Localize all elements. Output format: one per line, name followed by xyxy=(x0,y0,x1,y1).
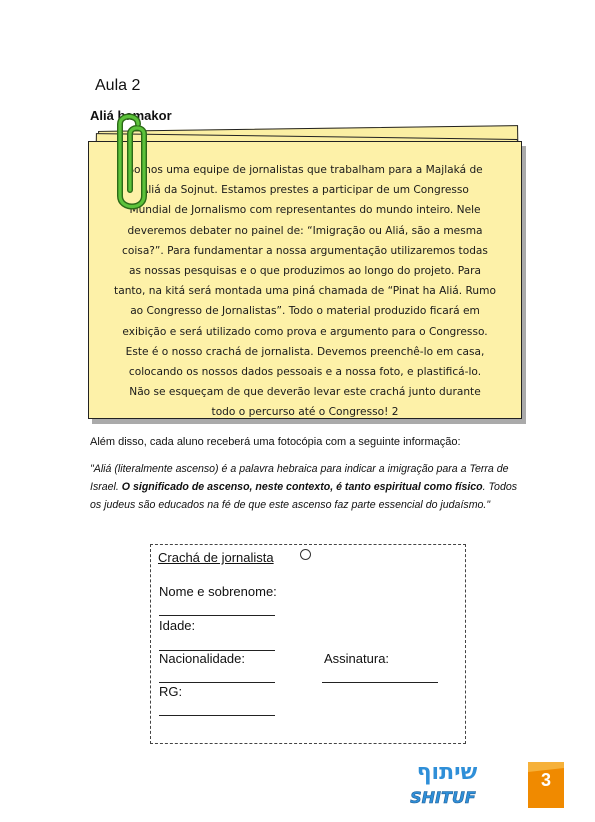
extra-info-text: Além disso, cada aluno receberá uma fotocópia com a seguinte informação: xyxy=(90,436,461,448)
nationality-label: Nacionalidade: xyxy=(159,651,246,666)
signature-line[interactable] xyxy=(322,682,438,683)
note-line: deveremos debater no painel de: “Imigração ou Aliá, são a mesma xyxy=(127,224,483,237)
logo-hebrew: שיתוף xyxy=(416,760,478,785)
note-line: Aliá da Sojnut. Estamos prestes a participar de um Congresso xyxy=(141,184,469,197)
note-line: coisa?”. Para fundamentar a nossa argumentação utilizaremos todas xyxy=(122,244,488,257)
note-line: exibição e será utilizado como prova e argumento para o Congresso. xyxy=(122,325,488,338)
quote-emphasis: O significado de ascenso, neste contexto, é tanto espiritual como físico xyxy=(121,481,483,493)
journalist-badge xyxy=(150,544,466,744)
badge-hole-icon xyxy=(300,549,311,560)
id-line[interactable] xyxy=(159,715,275,716)
badge-title: Crachá de jornalista xyxy=(158,550,274,565)
aliya-definition-quote xyxy=(90,460,530,514)
note-line: colocando os nossos dados pessoais e a nossa foto, e plastificá-lo. xyxy=(128,366,482,379)
name-line[interactable] xyxy=(159,615,275,616)
name-label: Nome e sobrenome: xyxy=(159,584,277,599)
signature-label: Assinatura: xyxy=(324,651,390,666)
note-line: Mundial de Jornalismo com representantes do mundo inteiro. Nele xyxy=(129,204,481,217)
note-line: ao Congresso de Jornalistas”. Todo o material produzido ficará em xyxy=(130,305,480,318)
lesson-subtitle: Aliá bamakor xyxy=(90,108,172,123)
nationality-line[interactable] xyxy=(159,682,275,683)
id-label: RG: xyxy=(159,684,183,699)
quote-text: "Aliá (literalmente ascenso) é a palavra hebraica para indicar a imigração para a Terra de Israel. xyxy=(90,463,509,493)
note-line: Não se esqueçam de que deverão levar este crachá junto durante xyxy=(129,386,481,399)
note-line: tanto, na kitá será montada uma piná chamada de “Pinat ha Aliá. Rumo xyxy=(114,285,496,298)
note-line: Somos uma equipe de jornalistas que trabalham para a Majlaká de xyxy=(127,164,483,176)
age-label: Idade: xyxy=(159,618,196,633)
paperclip-icon xyxy=(100,110,160,230)
page-number: 3 xyxy=(540,770,551,790)
note-line: todo o percurso até o Congresso! 2 xyxy=(211,406,399,419)
lesson-title: Aula 2 xyxy=(95,77,141,94)
note-line: Este é o nosso crachá de jornalista. Devemos preenchê-lo em casa, xyxy=(125,345,485,358)
logo-latin: SHITUF xyxy=(410,788,476,807)
note-text xyxy=(100,160,510,423)
quote-text-end: . Todos os judeus são educados na fé de que este ascenso faz parte essencial do judaísmo." xyxy=(90,481,518,511)
shituf-logo xyxy=(405,755,485,810)
note-line: as nossas pesquisas e o que produzimos ao longo do projeto. Para xyxy=(129,265,481,278)
